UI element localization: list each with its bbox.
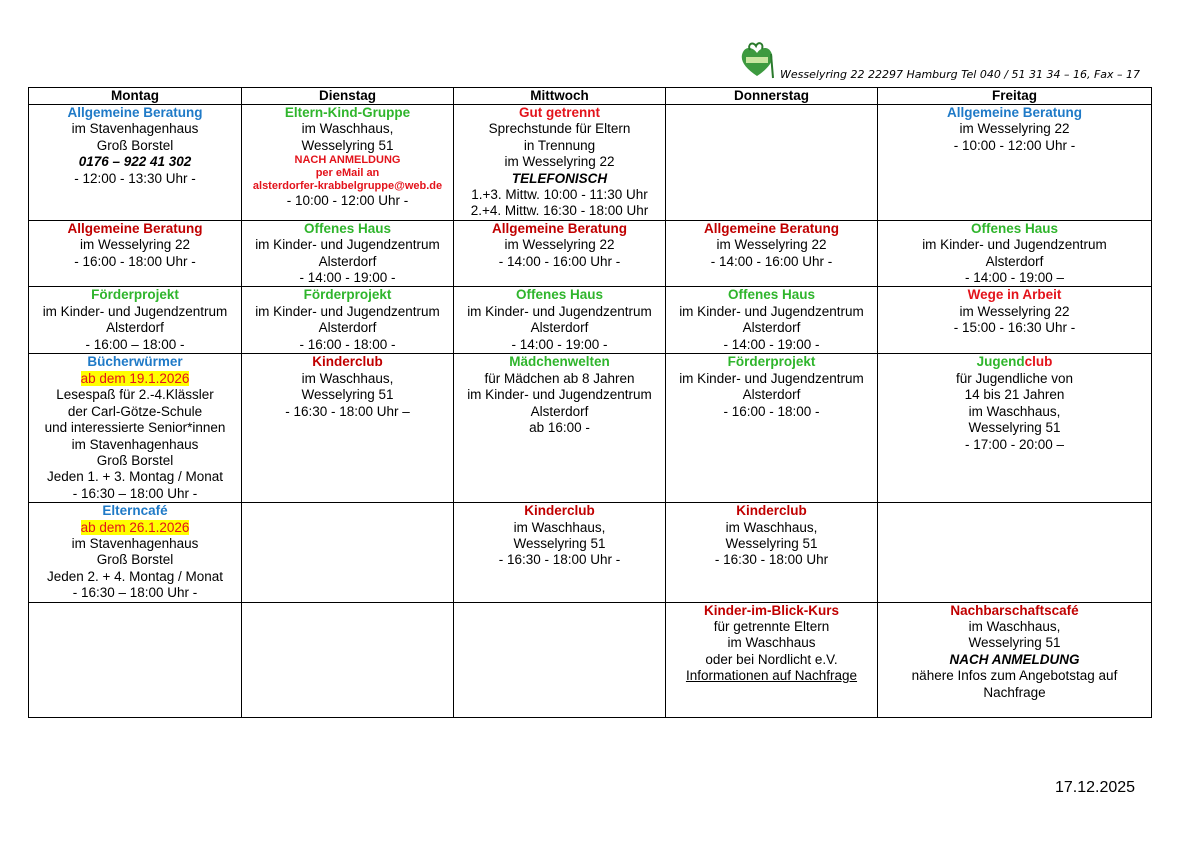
activity-detail: im Kinder- und Jugendzentrum [42, 303, 228, 319]
activity-detail: - 16:00 - 18:00 - [299, 336, 396, 352]
schedule-cell [242, 503, 454, 602]
activity-detail: Alsterdorf [742, 387, 801, 403]
schedule-cell [29, 105, 242, 221]
activity-detail: Alsterdorf [530, 403, 589, 419]
activity-detail: TELEFONISCH [511, 170, 608, 186]
activity-title [879, 354, 1150, 370]
activity-detail: im Wesselyring 22 [504, 154, 615, 170]
schedule-cell [666, 503, 878, 602]
activity-title: Kinder-im-Blick-Kurs [703, 602, 840, 618]
activity-title: Kinderclub [524, 503, 595, 519]
activity-detail: im Stavenhagenhaus [71, 436, 199, 452]
activity-detail: im Stavenhagenhaus [71, 121, 199, 137]
activity-title: Wege in Arbeit [967, 287, 1062, 303]
activity-detail: Wesselyring 51 [968, 635, 1061, 651]
activity-detail: Alsterdorf [742, 320, 801, 336]
activity-detail: Alsterdorf [318, 320, 377, 336]
activity-detail: Lesespaß für 2.-4.Klässler [56, 387, 214, 403]
schedule-cell [242, 287, 454, 354]
activity-detail: - 12:00 - 13:30 Uhr - [74, 170, 196, 186]
activity-title: Förderprojekt [303, 287, 392, 303]
activity-detail: - 14:00 - 19:00 – [964, 270, 1065, 286]
activity-detail: Groß Borstel [96, 137, 174, 153]
activity-detail: Alsterdorf [985, 253, 1044, 269]
activity-detail: und interessierte Senior*innen [44, 420, 226, 436]
schedule-cell [454, 105, 666, 221]
activity-detail: - 16:30 – 18:00 Uhr - [72, 585, 198, 601]
activity-title: Offenes Haus [303, 220, 392, 236]
activity-detail: - 16:00 - 18:00 - [723, 403, 820, 419]
activity-detail: 0176 – 922 41 302 [78, 154, 192, 170]
schedule-cell [29, 220, 242, 287]
schedule-cell [666, 287, 878, 354]
schedule-row [29, 105, 1152, 221]
schedule-cell [242, 105, 454, 221]
activity-detail: - 17:00 - 20:00 – [964, 436, 1065, 452]
activity-title: Eltern-Kind-Gruppe [284, 105, 411, 120]
activity-detail: Alsterdorf [530, 320, 589, 336]
activity-detail: - 14:00 - 19:00 - [723, 336, 820, 352]
schedule-cell [454, 354, 666, 503]
schedule-row [29, 354, 1152, 503]
schedule-cell [878, 105, 1152, 221]
day-header: Montag [29, 88, 242, 105]
schedule-cell [242, 354, 454, 503]
activity-title: Offenes Haus [970, 220, 1059, 236]
activity-detail: 1.+3. Mittw. 10:00 - 11:30 Uhr [471, 187, 648, 203]
activity-title: Nachbarschaftscafé [950, 602, 1079, 618]
activity-detail: alsterdorfer-krabbelgruppe@web.de [252, 180, 443, 193]
activity-title: Mädchenwelten [509, 354, 610, 370]
schedule-cell [29, 354, 242, 503]
activity-detail: - 10:00 - 12:00 Uhr - [953, 137, 1076, 153]
activity-detail: Jeden 2. + 4. Montag / Monat [47, 568, 223, 584]
day-header: Dienstag [242, 88, 454, 105]
document-date: 17.12.2025 [1055, 779, 1136, 796]
schedule-row [29, 503, 1152, 602]
activity-detail: im Stavenhagenhaus [71, 535, 199, 551]
activity-title: Allgemeine Beratung [946, 105, 1083, 120]
activity-detail: im Kinder- und Jugendzentrum [679, 303, 864, 319]
activity-title-part: club [1024, 354, 1053, 370]
activity-detail: im Kinder- und Jugendzentrum [922, 237, 1107, 253]
activity-detail: per eMail an [315, 167, 380, 180]
activity-detail: - 16:30 - 18:00 Uhr – [285, 403, 410, 419]
activity-detail: im Kinder- und Jugendzentrum [679, 370, 864, 386]
schedule-cell [454, 503, 666, 602]
day-header: Freitag [878, 88, 1152, 105]
activity-title: Allgemeine Beratung [703, 220, 840, 236]
activity-detail: - 15:00 - 16:30 Uhr - [953, 320, 1076, 336]
header-address: Wesselyring 22 22297 Hamburg Tel 040 / 51 31 34 – 16, Fax – 17 [780, 68, 1141, 81]
activity-detail: - 16:30 - 18:00 Uhr [714, 552, 829, 568]
schedule-cell [666, 602, 878, 717]
activity-detail [30, 520, 240, 536]
activity-detail: für getrennte Eltern [713, 618, 830, 634]
activity-detail: nähere Infos zum Angebotstag auf [911, 668, 1118, 684]
activity-detail: Sprechstunde für Eltern [488, 121, 631, 137]
schedule-cell [29, 287, 242, 354]
activity-detail: im Kinder- und Jugendzentrum [467, 387, 652, 403]
activity-detail: - 14:00 - 19:00 - [511, 336, 608, 352]
schedule-cell [454, 220, 666, 287]
schedule-cell [29, 602, 242, 717]
activity-title: Allgemeine Beratung [491, 220, 628, 236]
clover-heart-logo-icon [737, 40, 777, 80]
activity-detail: im Kinder- und Jugendzentrum [255, 303, 440, 319]
schedule-cell [878, 503, 1152, 602]
weekly-schedule-table [28, 87, 1152, 718]
schedule-cell [666, 354, 878, 503]
activity-detail: NACH ANMELDUNG [949, 651, 1080, 667]
day-header: Donnerstag [666, 88, 878, 105]
activity-detail: - 14:00 - 16:00 Uhr - [498, 253, 621, 269]
activity-detail: - 16:30 – 18:00 Uhr - [72, 485, 198, 501]
activity-title-part: Jugend [976, 354, 1025, 370]
activity-title: Kinderclub [312, 354, 383, 370]
schedule-cell [242, 602, 454, 717]
activity-detail: - 16:30 - 18:00 Uhr - [498, 552, 621, 568]
activity-detail: Wesselyring 51 [513, 535, 606, 551]
activity-detail: - 16:00 – 18:00 - [85, 336, 185, 352]
start-date-highlight: ab dem 19.1.2026 [80, 370, 190, 386]
activity-detail: Wesselyring 51 [301, 387, 394, 403]
activity-detail: oder bei Nordlicht e.V. [705, 651, 838, 667]
activity-detail: im Kinder- und Jugendzentrum [255, 237, 440, 253]
activity-title: Bücherwürmer [87, 354, 183, 370]
activity-detail: im Waschhaus, [725, 519, 818, 535]
activity-detail: für Mädchen ab 8 Jahren [484, 370, 635, 386]
activity-detail: für Jugendliche von [955, 370, 1074, 386]
activity-detail: Wesselyring 51 [968, 420, 1061, 436]
activity-detail: Jeden 1. + 3. Montag / Monat [47, 469, 223, 485]
activity-detail: Groß Borstel [96, 552, 174, 568]
activity-detail: im Waschhaus, [968, 618, 1061, 634]
activity-detail: NACH ANMELDUNG [294, 154, 401, 167]
activity-detail: Alsterdorf [318, 253, 377, 269]
activity-detail: in Trennung [523, 137, 596, 153]
schedule-row [29, 602, 1152, 717]
schedule-cell [878, 354, 1152, 503]
day-header-row [29, 88, 1152, 105]
activity-detail: Nachfrage [983, 684, 1046, 700]
schedule-cell [29, 503, 242, 602]
activity-title: Förderprojekt [91, 287, 179, 303]
activity-detail: ab 16:00 - [529, 420, 590, 436]
schedule-row [29, 220, 1152, 287]
day-header: Mittwoch [454, 88, 666, 105]
activity-title: Förderprojekt [727, 354, 816, 370]
activity-detail: im Waschhaus, [968, 403, 1061, 419]
schedule-cell [878, 602, 1152, 717]
start-date-highlight: ab dem 26.1.2026 [80, 519, 190, 535]
activity-detail: im Wesselyring 22 [959, 303, 1070, 319]
schedule-cell [878, 220, 1152, 287]
activity-detail: im Kinder- und Jugendzentrum [467, 303, 652, 319]
activity-title: Kinderclub [736, 503, 807, 519]
activity-detail [30, 371, 240, 387]
activity-title: Elterncafé [102, 503, 168, 519]
activity-detail: im Waschhaus [727, 635, 816, 651]
activity-detail: Groß Borstel [96, 452, 174, 468]
activity-title: Gut getrennt [519, 105, 600, 120]
activity-title: Offenes Haus [515, 287, 604, 303]
activity-detail: Alsterdorf [106, 320, 164, 336]
activity-detail: 2.+4. Mittw. 16:30 - 18:00 Uhr [470, 203, 649, 219]
activity-detail: - 10:00 - 12:00 Uhr - [286, 193, 409, 209]
schedule-cell [242, 220, 454, 287]
activity-detail: 14 bis 21 Jahren [964, 387, 1065, 403]
activity-detail: im Waschhaus, [513, 519, 606, 535]
activity-detail: - 14:00 - 19:00 - [299, 270, 396, 286]
activity-detail: im Waschhaus, [301, 121, 394, 137]
activity-detail: Wesselyring 51 [301, 137, 394, 153]
activity-detail: im Wesselyring 22 [504, 237, 615, 253]
activity-detail: - 14:00 - 16:00 Uhr - [710, 253, 833, 269]
schedule-cell [878, 287, 1152, 354]
activity-detail[interactable]: Informationen auf Nachfrage [685, 668, 858, 684]
schedule-cell [666, 220, 878, 287]
schedule-cell [454, 287, 666, 354]
activity-detail: im Waschhaus, [301, 370, 394, 386]
schedule-row [29, 287, 1152, 354]
activity-detail: im Wesselyring 22 [959, 121, 1070, 137]
activity-title: Allgemeine Beratung [67, 220, 203, 236]
activity-title: Offenes Haus [727, 287, 816, 303]
activity-detail: Wesselyring 51 [725, 535, 818, 551]
activity-detail: der Carl-Götze-Schule [67, 403, 203, 419]
activity-detail: im Wesselyring 22 [716, 237, 827, 253]
activity-detail: im Wesselyring 22 [79, 237, 191, 253]
activity-title: Allgemeine Beratung [67, 105, 203, 120]
schedule-cell [454, 602, 666, 717]
schedule-cell [666, 105, 878, 221]
activity-detail: - 16:00 - 18:00 Uhr - [74, 253, 196, 269]
